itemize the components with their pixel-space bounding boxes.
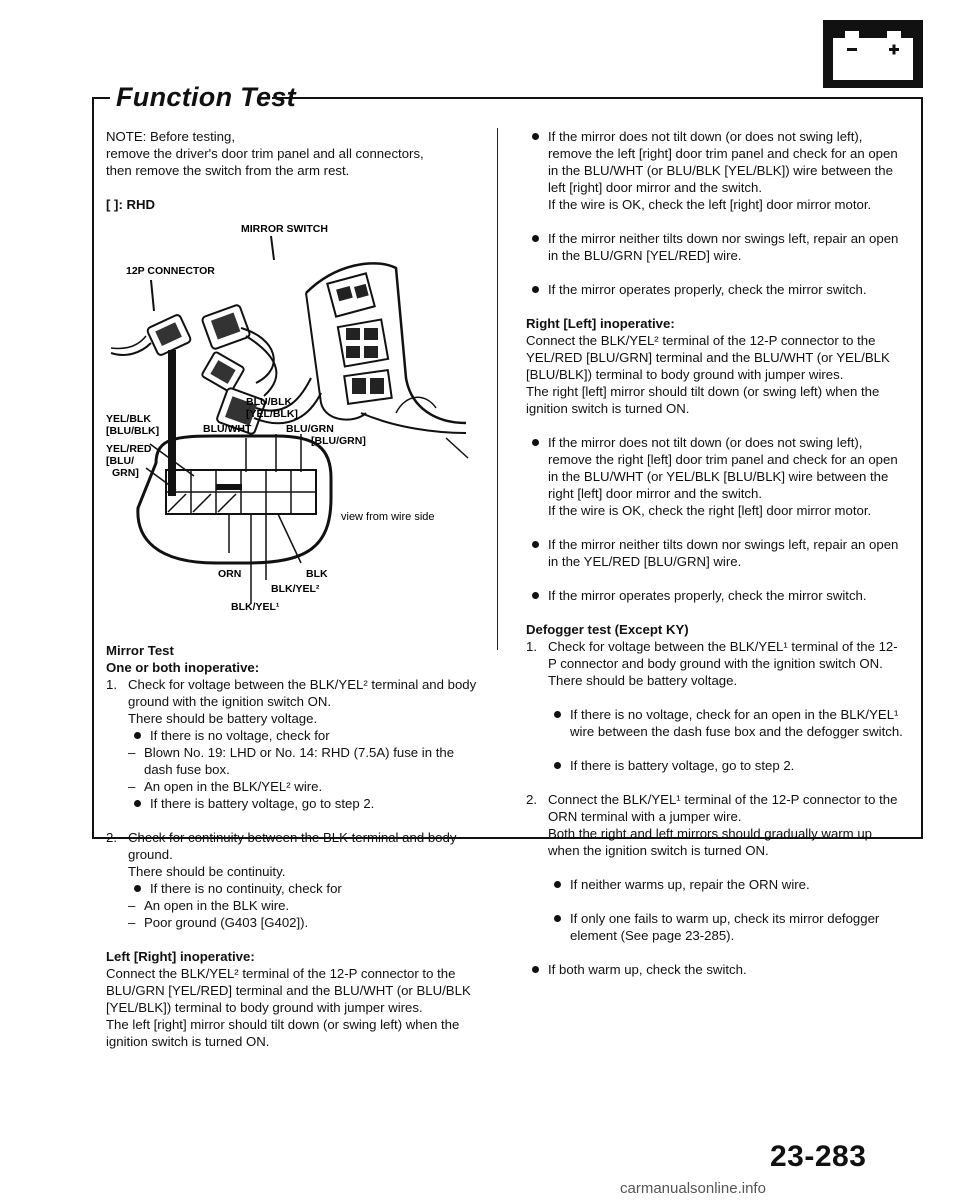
list-item: If the wire is OK, check the right [left] door mirror motor. <box>548 503 872 518</box>
step-text: Check for voltage between the BLK/YEL¹ terminal of the 12-P connector and body ground with the ignition switch ON. <box>548 639 898 671</box>
list-item: If there is no voltage, check for <box>128 727 478 744</box>
step-number: 2. <box>526 792 537 807</box>
step-text: Check for voltage between the BLK/YEL² terminal and body ground with the ignition switch ON. <box>128 677 477 709</box>
label-12p-connector: 12P CONNECTOR <box>126 265 215 277</box>
step-number: 1. <box>106 677 117 692</box>
step-text: Check for continuity between the BLK terminal and body ground. <box>128 830 457 862</box>
list-item: If the mirror neither tilts down nor swings left, repair an open in the YEL/RED [BLU/GRN] wire. <box>526 536 906 570</box>
label-blk: BLK <box>306 568 328 580</box>
label-blu-wht: BLU/WHT <box>203 423 252 435</box>
left-inoperative-heading: Left [Right] inoperative: <box>106 949 255 964</box>
list-item: If there is no voltage, check for an open in the BLK/YEL¹ wire between the dash fuse box and the defogger switch. <box>548 706 906 740</box>
label-mirror-switch: MIRROR SWITCH <box>241 223 328 235</box>
note-text-2: remove the driver's door trim panel and all connectors, <box>106 146 424 161</box>
label-blu-bracket: [BLU/ <box>106 455 134 467</box>
right-column <box>526 128 906 978</box>
list-item: If only one fails to warm up, check its mirror defogger element (See page 23-285). <box>548 910 906 944</box>
left-column-bottom <box>106 642 478 1050</box>
label-yel-blk: YEL/BLK <box>106 413 151 425</box>
label-blk-yel1: BLK/YEL¹ <box>231 601 280 613</box>
paragraph: Connect the BLK/YEL² terminal of the 12-P connector to the YEL/RED [BLU/GRN] terminal and the BLU/WHT (or YEL/BLK [BLU/BLK]) terminal to body ground with jumper wires. <box>526 333 890 382</box>
label-blu-blk: BLU/BLK <box>246 396 293 408</box>
right-inoperative-heading: Right [Left] inoperative: <box>526 316 675 331</box>
step-text: There should be continuity. <box>128 864 286 879</box>
list-item: If the wire is OK, check the left [right] door mirror motor. <box>548 197 872 212</box>
defogger-step-1 <box>526 638 906 689</box>
label-yel-blk-bracket: [YEL/BLK] <box>246 408 298 420</box>
list-item: If the mirror does not tilt down (or does not swing left), remove the right [left] door trim panel and check for an open in the BLU/WHT (or YEL/BLK [BLU/BLK] wire between the right [left] door mirror and the switch. <box>526 434 906 502</box>
label-blu-blk-bracket: [BLU/BLK] <box>106 425 160 437</box>
mirror-switch-diagram <box>106 208 486 618</box>
label-blu-grn: BLU/GRN <box>286 423 334 435</box>
step-number: 2. <box>106 830 117 845</box>
label-grn-bracket: GRN] <box>112 467 139 479</box>
defogger-step-2 <box>526 791 906 859</box>
list-item: If there is no continuity, check for <box>128 880 478 897</box>
list-item: If neither warms up, repair the ORN wire. <box>548 876 906 893</box>
paragraph: The left [right] mirror should tilt down (or swing left) when the ignition switch is turned ON. <box>106 1017 460 1049</box>
step-text: Both the right and left mirrors should gradually warm up when the ignition switch is turned ON. <box>548 826 872 858</box>
step-text: Connect the BLK/YEL¹ terminal of the 12-P connector to the ORN terminal with a jumper wire. <box>548 792 898 824</box>
watermark: carmanualsonline.info <box>620 1180 766 1197</box>
list-item: If there is battery voltage, go to step 2. <box>548 757 906 774</box>
page-title: Function Test <box>116 82 296 112</box>
step-1 <box>106 676 478 727</box>
mirror-test-heading: Mirror Test <box>106 643 174 658</box>
list-item: If the mirror does not tilt down (or does not swing left), remove the left [right] door trim panel and check for an open in the BLU/WHT (or BLU/BLK [YEL/BLK]) wire between the left [right] door mirror and the switch. <box>526 128 906 196</box>
step-number: 1. <box>526 639 537 654</box>
list-item: If there is battery voltage, go to step 2. <box>128 795 478 812</box>
list-item: If the mirror neither tilts down nor swings left, repair an open in the BLU/GRN [YEL/RED] wire. <box>526 230 906 264</box>
list-item: – Poor ground (G403 [G402]). <box>128 914 478 931</box>
one-or-both-heading: One or both inoperative: <box>106 660 260 675</box>
label-yel-red: YEL/RED <box>106 443 152 455</box>
defogger-heading: Defogger test (Except KY) <box>526 622 689 637</box>
step-2 <box>106 829 478 880</box>
step-text: There should be battery voltage. <box>548 673 738 688</box>
left-column-top <box>106 128 478 213</box>
list-item: If the mirror operates properly, check the mirror switch. <box>526 587 906 604</box>
paragraph: The right [left] mirror should tilt down (or swing left) when the ignition switch is turned ON. <box>526 384 880 416</box>
step-text: There should be battery voltage. <box>128 711 318 726</box>
list-item: If the mirror operates properly, check the mirror switch. <box>526 281 906 298</box>
list-item: If both warm up, check the switch. <box>526 961 906 978</box>
list-item: – An open in the BLK/YEL² wire. <box>128 778 478 795</box>
label-orn: ORN <box>218 568 242 580</box>
label-view-wire-side: view from wire side <box>341 511 435 523</box>
list-item: – An open in the BLK wire. <box>128 897 478 914</box>
battery-icon <box>823 20 923 93</box>
rhd-legend: [ ]: RHD <box>106 197 156 212</box>
note-text-3: then remove the switch from the arm rest. <box>106 163 350 178</box>
note-text: NOTE: Before testing, <box>106 129 235 144</box>
page-number: 23-283 <box>770 1140 867 1173</box>
label-blu-grn-bracket: [BLU/GRN] <box>311 435 366 447</box>
paragraph: Connect the BLK/YEL² terminal of the 12-P connector to the BLU/GRN [YEL/RED] terminal and the BLU/WHT (or BLU/BLK [YEL/BLK]) terminal to body ground with jumper wires. <box>106 966 471 1015</box>
label-blk-yel2: BLK/YEL² <box>271 583 320 595</box>
list-item: – Blown No. 19: LHD or No. 14: RHD (7.5A) fuse in the dash fuse box. <box>128 744 478 778</box>
column-divider <box>497 128 498 650</box>
